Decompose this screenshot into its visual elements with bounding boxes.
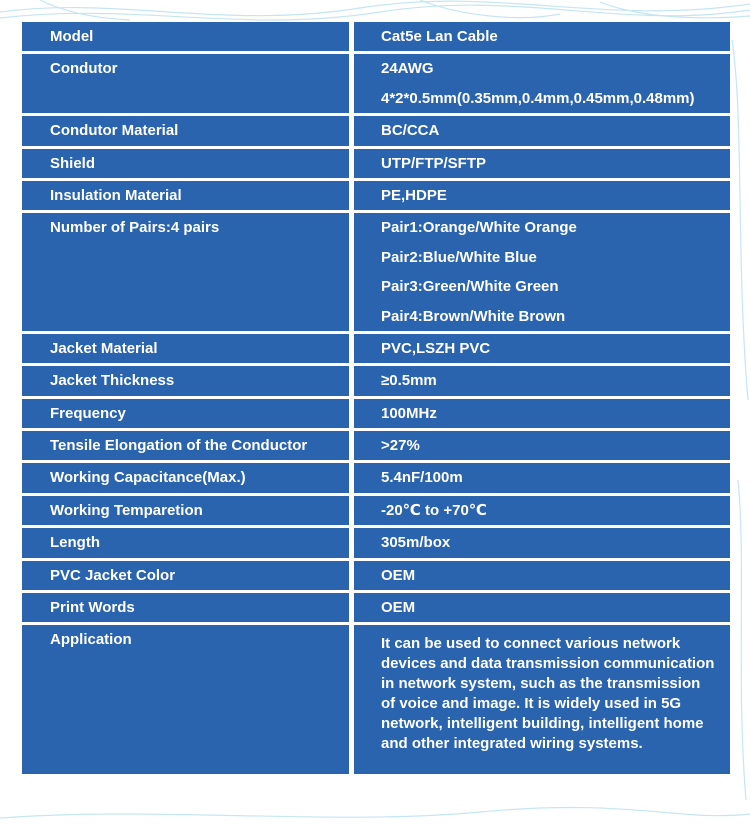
spec-name-cell xyxy=(22,213,349,331)
spec-row xyxy=(22,528,730,557)
spec-value-cell xyxy=(354,213,730,331)
application-description: It can be used to connect various network devices and data transmission communication in network system, such as the transmission of voice and image. It is widely used in 5G network, intelligent building, intelligent home and other integrated wiring systems. xyxy=(381,635,715,753)
spec-value: 5.4nF/100m xyxy=(381,469,463,487)
application-value-cell xyxy=(354,625,730,774)
spec-name-cell xyxy=(22,496,349,525)
spec-name: Jacket Material xyxy=(50,339,158,357)
spec-value-cell xyxy=(354,463,730,492)
spec-row xyxy=(22,496,730,525)
spec-value-cell xyxy=(354,366,730,395)
spec-value: Pair4:Brown/White Brown xyxy=(381,307,566,325)
spec-name: Insulation Material xyxy=(50,186,182,204)
spec-row xyxy=(22,54,730,113)
spec-value: 305m/box xyxy=(381,534,451,552)
spec-name-cell xyxy=(22,54,349,113)
spec-value: ≥0.5mm xyxy=(381,372,437,390)
spec-value: >27% xyxy=(381,437,420,455)
spec-row xyxy=(22,213,730,331)
spec-name: Working Tempareti​on xyxy=(50,501,203,519)
spec-name: Print Words xyxy=(50,599,135,617)
spec-value-cell xyxy=(354,431,730,460)
spec-name-cell xyxy=(22,528,349,557)
spec-row xyxy=(22,561,730,590)
spec-value-cell xyxy=(354,593,730,622)
spec-value: Pair2:Blue/White Blue xyxy=(381,248,537,266)
spec-value-cell xyxy=(354,528,730,557)
spec-name-cell xyxy=(22,149,349,178)
spec-value-cell xyxy=(354,334,730,363)
spec-row xyxy=(22,431,730,460)
spec-row xyxy=(22,149,730,178)
application-name-cell xyxy=(22,625,349,774)
spec-name: PVC Jacket Color xyxy=(50,566,176,584)
spec-name-cell xyxy=(22,22,349,51)
spec-name-cell xyxy=(22,561,349,590)
spec-row xyxy=(22,116,730,145)
spec-row xyxy=(22,366,730,395)
spec-name: Length xyxy=(50,534,100,552)
spec-value: 4*2*0.5mm(0.35mm,0.4mm,0.45mm,0.48mm) xyxy=(381,89,695,107)
spec-name: Frequency xyxy=(50,404,126,422)
spec-name-cell xyxy=(22,334,349,363)
spec-value: PE,HDPE xyxy=(381,186,447,204)
spec-value: UTP/FTP/SFTP xyxy=(381,154,486,172)
spec-name: Jacket Thickness xyxy=(50,372,175,390)
spec-row xyxy=(22,22,730,51)
spec-row xyxy=(22,593,730,622)
spec-value: 100MHz xyxy=(381,404,437,422)
spec-value: BC/CCA xyxy=(381,122,440,140)
spec-row xyxy=(22,463,730,492)
spec-name: Condutor xyxy=(50,60,118,78)
spec-name: Shield xyxy=(50,154,96,172)
spec-row xyxy=(22,399,730,428)
spec-name: Number of Pairs:4 pairs xyxy=(50,219,220,237)
application-label: Application xyxy=(50,631,132,649)
spec-value-cell xyxy=(354,561,730,590)
spec-table xyxy=(22,22,730,774)
spec-value: Cat5e Lan Cable xyxy=(381,28,498,45)
application-row xyxy=(22,625,730,774)
spec-name: Tensile Elongation of the Conductor xyxy=(50,437,308,455)
spec-row xyxy=(22,334,730,363)
spec-name: Condutor Material xyxy=(50,122,179,140)
spec-name-cell xyxy=(22,431,349,460)
spec-value: PVC,LSZH PVC xyxy=(381,339,491,357)
spec-value-cell xyxy=(354,496,730,525)
spec-value: -20℃ to +70℃ xyxy=(381,501,487,519)
spec-value: 24AWG xyxy=(381,60,434,78)
spec-value-cell xyxy=(354,116,730,145)
spec-value-cell xyxy=(354,149,730,178)
spec-value-cell xyxy=(354,399,730,428)
spec-value-cell xyxy=(354,54,730,113)
spec-value: Pair3:Green/White Green xyxy=(381,278,559,296)
spec-name-cell xyxy=(22,181,349,210)
spec-value: Pair1:Orange/White Orange xyxy=(381,219,577,237)
spec-value-cell xyxy=(354,22,730,51)
spec-name-cell xyxy=(22,366,349,395)
spec-name-cell xyxy=(22,463,349,492)
spec-name-cell xyxy=(22,116,349,145)
spec-row xyxy=(22,181,730,210)
spec-value-cell xyxy=(354,181,730,210)
spec-name: Working Capacitance(Max.) xyxy=(50,469,246,487)
spec-name-cell xyxy=(22,593,349,622)
spec-value: OEM xyxy=(381,599,416,617)
spec-name: Model xyxy=(50,28,94,45)
spec-value: OEM xyxy=(381,566,416,584)
spec-name-cell xyxy=(22,399,349,428)
